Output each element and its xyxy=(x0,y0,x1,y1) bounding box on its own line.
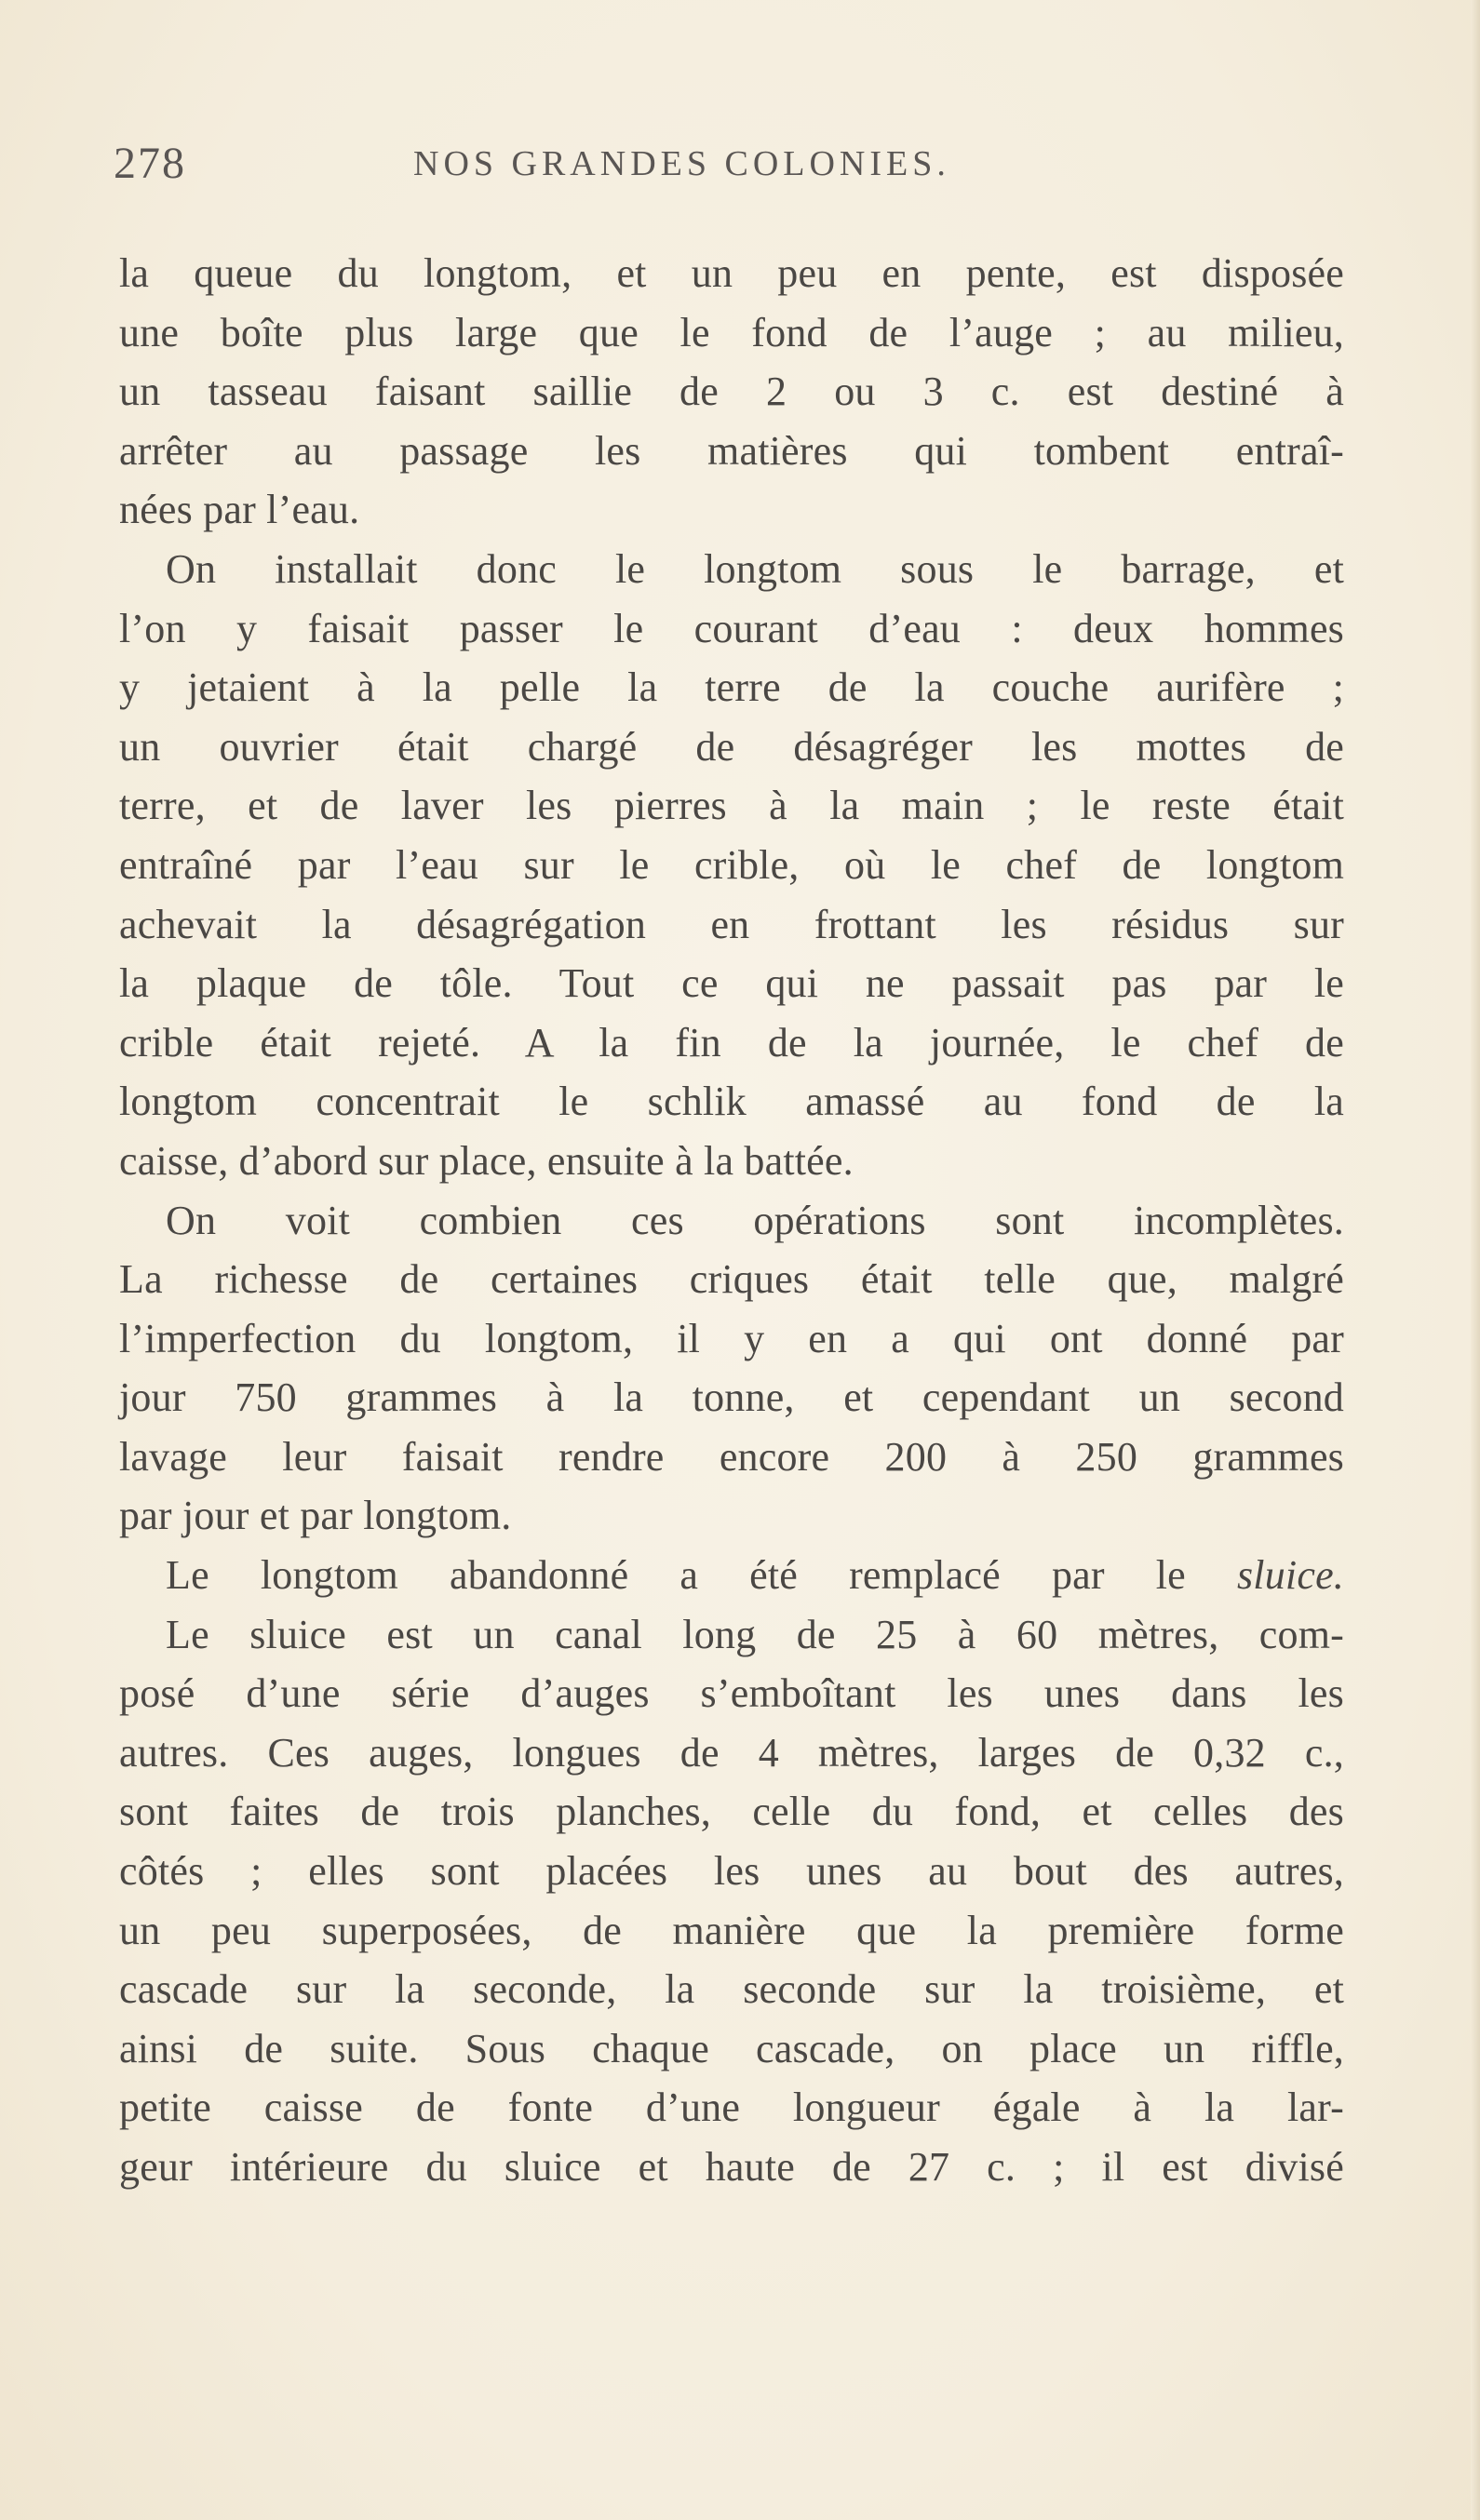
text-line: l’imperfection du longtom, il y en a qui ont donné par xyxy=(119,1315,1344,1361)
text-line: lavage leur faisait rendre encore 200 à 250 grammes xyxy=(119,1433,1344,1480)
text-line: arrêter au passage les matières qui tombent entraî- xyxy=(119,427,1344,474)
page-number: 278 xyxy=(114,139,186,188)
running-title: NOS GRANDES COLONIES. xyxy=(413,144,950,183)
text-line: terre, et de laver les pierres à la main ; le reste était xyxy=(119,783,1344,829)
italic-word-sluice: sluice. xyxy=(1236,1552,1344,1599)
text-line: geur intérieure du sluice et haute de 27 c. ; il est divisé xyxy=(119,2144,1344,2190)
text-line: La richesse de certaines criques était telle que, malgré xyxy=(119,1256,1344,1303)
text-line: la plaque de tôle. Tout ce qui ne passait pas par le xyxy=(119,960,1344,1007)
text-line: y jetaient à la pelle la terre de la couche aurifère ; xyxy=(119,664,1344,711)
text-line: l’on y faisait passer le courant d’eau : deux hommes xyxy=(119,605,1344,651)
text-line: ainsi de suite. Sous chaque cascade, on place un riffle, xyxy=(119,2025,1344,2071)
text-line: posé d’une série d’auges s’emboîtant les unes dans les xyxy=(119,1670,1344,1717)
text-line: un tasseau faisant saillie de 2 ou 3 c. est destiné à xyxy=(119,369,1344,415)
page-header xyxy=(114,138,1342,203)
text-line: achevait la désagrégation en frottant les résidus sur xyxy=(119,901,1344,947)
text-line: jour 750 grammes à la tonne, et cependant un second xyxy=(119,1374,1344,1421)
text-line: cascade sur la seconde, la seconde sur la troisième, et xyxy=(119,1966,1344,2013)
body-text xyxy=(119,244,1344,2197)
text-line: autres. Ces auges, longues de 4 mètres, larges de 0,32 c., xyxy=(119,1729,1344,1776)
text-line: longtom concentrait le schlik amassé au fond de la xyxy=(119,1079,1344,1125)
text-line: petite caisse de fonte d’une longueur égale à la lar- xyxy=(119,2084,1344,2131)
text-line: par jour et par longtom. xyxy=(119,1493,512,1539)
text-line: côtés ; elles sont placées les unes au bout des autres, xyxy=(119,1848,1344,1895)
text-line: sont faites de trois planches, celle du fond, et celles des xyxy=(119,1789,1344,1835)
text-line: un peu superposées, de manière que la première forme xyxy=(119,1907,1344,1953)
text-line: un ouvrier était chargé de désagréger les mottes de xyxy=(119,723,1344,770)
text-line: nées par l’eau. xyxy=(119,487,360,533)
text-line-with-italic xyxy=(119,1546,1344,1605)
text-line: On installait donc le longtom sous le barrage, et xyxy=(166,545,1344,592)
text-line: entraîné par l’eau sur le crible, où le chef de longtom xyxy=(119,841,1344,888)
text-line: caisse, d’abord sur place, ensuite à la battée. xyxy=(119,1137,854,1184)
text-line: la queue du longtom, et un peu en pente, est disposée xyxy=(119,250,1344,296)
text-line: On voit combien ces opérations sont incomplètes. xyxy=(166,1197,1344,1243)
text-line: Le sluice est un canal long de 25 à 60 mètres, com- xyxy=(166,1611,1344,1657)
page-edge xyxy=(1471,0,1480,2520)
text-line: une boîte plus large que le fond de l’auge ; au milieu, xyxy=(119,309,1344,355)
text-segment: Le longtom abandonné a été remplacé par le xyxy=(166,1552,1186,1599)
text-line: crible était rejeté. A la fin de la journée, le chef de xyxy=(119,1019,1344,1066)
